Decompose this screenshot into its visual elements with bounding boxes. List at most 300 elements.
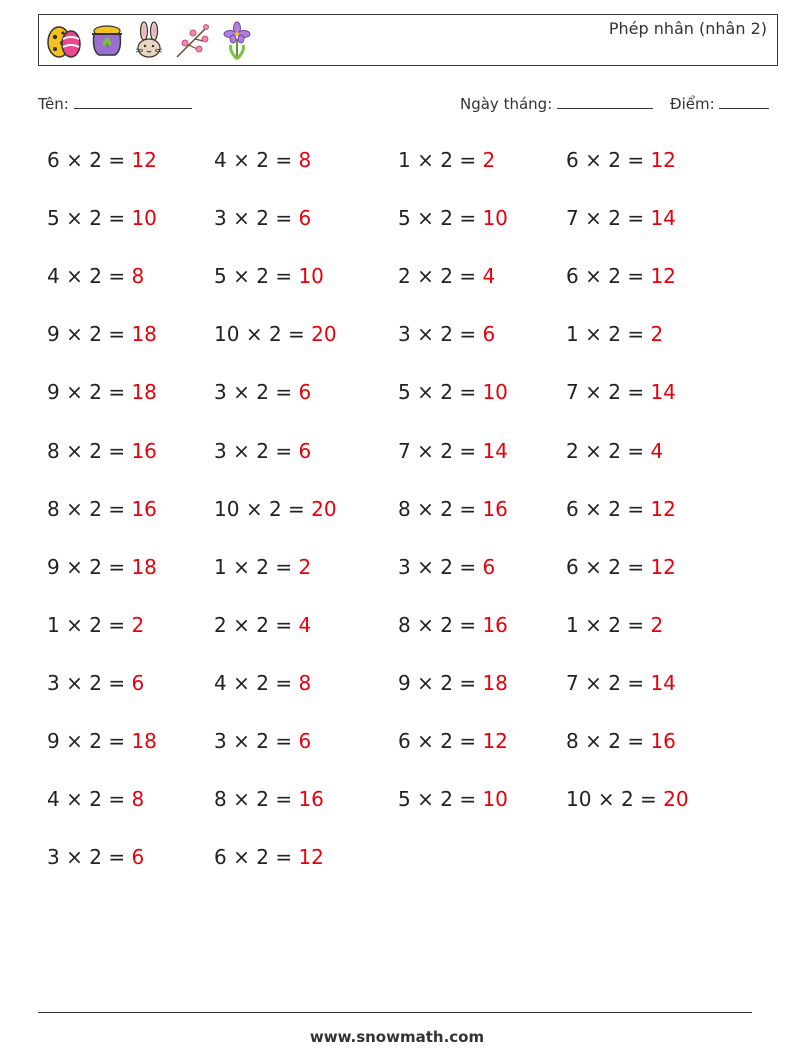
operand-b: 2 [89,845,102,870]
answer: 2 [650,612,664,637]
answer: 14 [482,438,508,463]
operand-b: 2 [268,322,282,347]
times-sign: × [233,729,250,753]
operand-b: 2 [89,787,102,812]
equals-sign: = [275,612,293,637]
operand-a: 4 [214,670,227,695]
operand-b: 2 [89,206,102,231]
problem-item [214,497,337,521]
operand-a: 4 [47,787,60,812]
times-sign: × [417,670,434,695]
operand-a: 3 [214,380,227,405]
operand-b: 2 [256,206,269,231]
name-label: Tên: [38,95,69,113]
times-sign: × [585,264,602,289]
operand-a: 6 [47,148,60,172]
problem-item [566,497,676,521]
score-field [670,94,769,113]
operand-b: 2 [608,322,621,347]
operand-a: 6 [566,264,579,289]
equals-sign: = [627,670,645,695]
equals-sign: = [640,787,657,812]
equals-sign: = [459,729,477,753]
times-sign: × [597,787,615,812]
operand-b: 2 [440,438,453,463]
answer: 16 [131,496,157,521]
operand-b: 2 [440,264,453,289]
operand-b: 2 [440,554,453,579]
times-sign: × [66,612,83,637]
answer: 18 [482,670,508,695]
problem-item [566,555,676,579]
operand-b: 2 [440,148,453,172]
problem-item [398,613,508,637]
problem-item [47,322,157,346]
operand-b: 2 [89,264,102,289]
equals-sign: = [627,264,645,289]
times-sign: × [233,264,250,289]
worksheet-title: Phép nhân (nhân 2) [608,19,767,38]
times-sign: × [245,322,263,347]
equals-sign: = [108,670,126,695]
operand-b: 2 [608,670,621,695]
operand-a: 6 [398,729,411,753]
answer: 2 [298,554,312,579]
answer: 12 [650,148,676,172]
times-sign: × [585,148,602,172]
operand-b: 2 [89,438,102,463]
equals-sign: = [108,438,126,463]
operand-a: 8 [398,612,411,637]
problem-item [398,729,508,753]
times-sign: × [417,380,434,405]
equals-sign: = [108,729,126,753]
operand-a: 7 [398,438,411,463]
answer: 10 [131,206,157,231]
operand-b: 2 [89,148,102,172]
operand-a: 2 [566,438,579,463]
answer: 8 [298,148,312,172]
problem-item [47,729,157,753]
problem-item [47,671,144,695]
operand-b: 2 [440,787,453,812]
answer: 2 [482,148,496,172]
equals-sign: = [459,787,477,812]
times-sign: × [417,787,434,812]
name-field [38,94,192,113]
problem-item [47,613,144,637]
equals-sign: = [108,496,126,521]
operand-b: 2 [89,612,102,637]
equals-sign: = [275,729,293,753]
problem-item [47,497,157,521]
equals-sign: = [459,554,477,579]
answer: 6 [298,380,312,405]
equals-sign: = [288,496,305,521]
answer: 20 [311,496,337,521]
name-blank [74,94,192,109]
operand-a: 4 [214,148,227,172]
operand-b: 2 [440,670,453,695]
times-sign: × [233,148,250,172]
equals-sign: = [459,496,477,521]
answer: 6 [298,729,312,753]
operand-a: 8 [47,438,60,463]
answer: 20 [311,322,337,347]
problem-item [47,148,157,172]
operand-b: 2 [256,612,269,637]
problem-item [398,206,508,230]
problem-item [398,497,508,521]
problem-item [398,322,495,346]
score-blank [719,94,769,109]
operand-b: 2 [440,380,453,405]
operand-b: 2 [440,729,453,753]
equals-sign: = [108,264,126,289]
answer: 12 [298,845,324,870]
answer: 16 [482,612,508,637]
problem-item [566,613,663,637]
answer: 16 [131,438,157,463]
equals-sign: = [275,264,293,289]
operand-b: 2 [608,380,621,405]
problem-item [214,555,311,579]
equals-sign: = [108,380,126,405]
footer-website: www.snowmath.com [309,1028,485,1046]
times-sign: × [245,496,263,521]
problem-item [566,264,676,288]
equals-sign: = [459,206,477,231]
equals-sign: = [627,729,645,753]
flower-branch-icon [173,21,213,61]
operand-a: 5 [214,264,227,289]
operand-a: 8 [566,729,579,753]
equals-sign: = [275,206,293,231]
times-sign: × [66,380,83,405]
answer: 16 [298,787,324,812]
operand-a: 5 [398,380,411,405]
answer: 18 [131,322,157,347]
problem-item [47,845,144,869]
problem-item [398,264,495,288]
problem-item [398,671,508,695]
times-sign: × [585,438,602,463]
equals-sign: = [288,322,305,347]
times-sign: × [417,496,434,521]
times-sign: × [66,729,83,753]
operand-b: 2 [608,148,621,172]
problem-item [214,148,311,172]
answer: 8 [298,670,312,695]
times-sign: × [66,148,83,172]
problem-item [398,787,508,811]
answer: 16 [482,496,508,521]
score-label: Điểm: [670,95,715,113]
operand-b: 2 [608,612,621,637]
operand-a: 9 [47,554,60,579]
equals-sign: = [108,322,126,347]
times-sign: × [585,670,602,695]
operand-a: 5 [398,206,411,231]
times-sign: × [233,554,250,579]
problem-item [47,264,144,288]
problem-item [47,787,144,811]
operand-a: 3 [214,729,227,753]
problem-item [566,671,676,695]
operand-b: 2 [440,612,453,637]
problem-item [47,555,157,579]
answer: 2 [650,322,664,347]
problem-item [47,380,157,404]
times-sign: × [585,612,602,637]
times-sign: × [417,612,434,637]
operand-b: 2 [89,496,102,521]
answer: 18 [131,380,157,405]
answer: 4 [650,438,664,463]
operand-a: 3 [47,670,60,695]
times-sign: × [417,554,434,579]
answer: 4 [482,264,496,289]
times-sign: × [417,148,434,172]
equals-sign: = [108,148,126,172]
operand-b: 2 [268,496,282,521]
times-sign: × [233,438,250,463]
icon-strip [43,21,255,61]
answer: 2 [131,612,145,637]
equals-sign: = [275,380,293,405]
problem-item [214,729,311,753]
operand-b: 2 [256,438,269,463]
times-sign: × [233,380,250,405]
answer: 10 [482,787,508,812]
answer: 14 [650,380,676,405]
operand-b: 2 [256,264,269,289]
problem-item [214,322,337,346]
problem-item [214,613,311,637]
answer: 4 [298,612,312,637]
operand-a: 6 [566,554,579,579]
operand-a: 6 [214,845,227,870]
equals-sign: = [459,670,477,695]
times-sign: × [417,322,434,347]
operand-a: 10 [214,496,240,521]
times-sign: × [66,322,83,347]
operand-b: 2 [89,322,102,347]
problem-item [566,380,676,404]
operand-b: 2 [608,206,621,231]
operand-a: 8 [398,496,411,521]
operand-a: 1 [566,612,579,637]
times-sign: × [417,729,434,753]
equals-sign: = [627,322,645,347]
times-sign: × [417,264,434,289]
operand-b: 2 [89,729,102,753]
operand-a: 9 [398,670,411,695]
answer: 18 [131,729,157,753]
answer: 14 [650,670,676,695]
problem-item [398,555,495,579]
times-sign: × [585,380,602,405]
answer: 6 [298,206,312,231]
equals-sign: = [275,554,293,579]
times-sign: × [66,554,83,579]
problem-item [566,148,676,172]
easter-eggs-icon [43,21,83,61]
operand-a: 4 [47,264,60,289]
times-sign: × [585,729,602,753]
equals-sign: = [627,496,645,521]
operand-a: 1 [214,554,227,579]
equals-sign: = [627,206,645,231]
times-sign: × [585,322,602,347]
problem-item [214,671,311,695]
operand-a: 6 [566,496,579,521]
problem-item [214,787,324,811]
equals-sign: = [459,264,477,289]
operand-a: 9 [47,729,60,753]
operand-b: 2 [608,264,621,289]
answer: 8 [131,787,145,812]
problem-item [214,439,311,463]
operand-a: 3 [47,845,60,870]
equals-sign: = [275,845,293,870]
problem-item [214,380,311,404]
operand-a: 3 [214,206,227,231]
equals-sign: = [459,322,477,347]
times-sign: × [66,845,83,870]
operand-a: 1 [566,322,579,347]
answer: 6 [482,554,496,579]
operand-b: 2 [256,148,269,172]
answer: 12 [131,148,157,172]
operand-a: 10 [214,322,240,347]
pot-of-gold-icon [89,21,125,61]
equals-sign: = [459,380,477,405]
answer: 18 [131,554,157,579]
equals-sign: = [275,438,293,463]
times-sign: × [585,554,602,579]
problem-item [398,380,508,404]
operand-b: 2 [256,845,269,870]
answer: 14 [650,206,676,231]
problem-item [566,729,676,753]
answer: 12 [650,264,676,289]
answer: 12 [482,729,508,753]
answer: 6 [482,322,496,347]
operand-a: 7 [566,206,579,231]
operand-a: 7 [566,670,579,695]
times-sign: × [233,845,250,870]
equals-sign: = [459,612,477,637]
operand-a: 8 [214,787,227,812]
answer: 12 [650,554,676,579]
times-sign: × [66,206,83,231]
equals-sign: = [275,670,293,695]
equals-sign: = [627,380,645,405]
problem-item [398,148,495,172]
bunny-icon [131,21,167,61]
answer: 6 [131,845,145,870]
operand-a: 5 [398,787,411,812]
problem-item [47,206,157,230]
operand-b: 2 [608,496,621,521]
answer: 6 [298,438,312,463]
problem-item [566,439,663,463]
problem-item [214,264,324,288]
footer-divider [38,1012,752,1013]
equals-sign: = [108,845,126,870]
equals-sign: = [459,148,477,172]
equals-sign: = [627,554,645,579]
problem-item [566,787,689,811]
operand-a: 2 [214,612,227,637]
answer: 10 [482,380,508,405]
answer: 16 [650,729,676,753]
equals-sign: = [627,612,645,637]
operand-b: 2 [608,554,621,579]
operand-b: 2 [440,496,453,521]
times-sign: × [66,496,83,521]
operand-a: 1 [47,612,60,637]
answer: 20 [663,787,689,812]
operand-a: 3 [398,554,411,579]
operand-b: 2 [89,670,102,695]
times-sign: × [233,787,250,812]
times-sign: × [233,612,250,637]
times-sign: × [585,496,602,521]
operand-b: 2 [440,322,453,347]
equals-sign: = [627,438,645,463]
operand-b: 2 [256,787,269,812]
times-sign: × [417,206,434,231]
equals-sign: = [108,787,126,812]
answer: 10 [482,206,508,231]
equals-sign: = [108,554,126,579]
worksheet-header [38,14,778,66]
equals-sign: = [627,148,645,172]
operand-a: 7 [566,380,579,405]
operand-b: 2 [608,438,621,463]
operand-a: 6 [566,148,579,172]
operand-a: 3 [398,322,411,347]
problem-item [398,439,508,463]
operand-b: 2 [256,554,269,579]
operand-a: 2 [398,264,411,289]
times-sign: × [66,670,83,695]
operand-a: 10 [566,787,592,812]
answer: 6 [131,670,145,695]
problem-item [214,845,324,869]
operand-a: 8 [47,496,60,521]
operand-b: 2 [89,554,102,579]
times-sign: × [417,438,434,463]
times-sign: × [66,264,83,289]
operand-b: 2 [256,729,269,753]
operand-a: 5 [47,206,60,231]
problem-item [566,322,663,346]
operand-b: 2 [256,380,269,405]
equals-sign: = [275,787,293,812]
operand-b: 2 [256,670,269,695]
operand-b: 2 [89,380,102,405]
equals-sign: = [108,206,126,231]
problem-item [47,439,157,463]
date-blank [557,94,653,109]
operand-b: 2 [608,729,621,753]
equals-sign: = [275,148,293,172]
equals-sign: = [108,612,126,637]
operand-b: 2 [440,206,453,231]
